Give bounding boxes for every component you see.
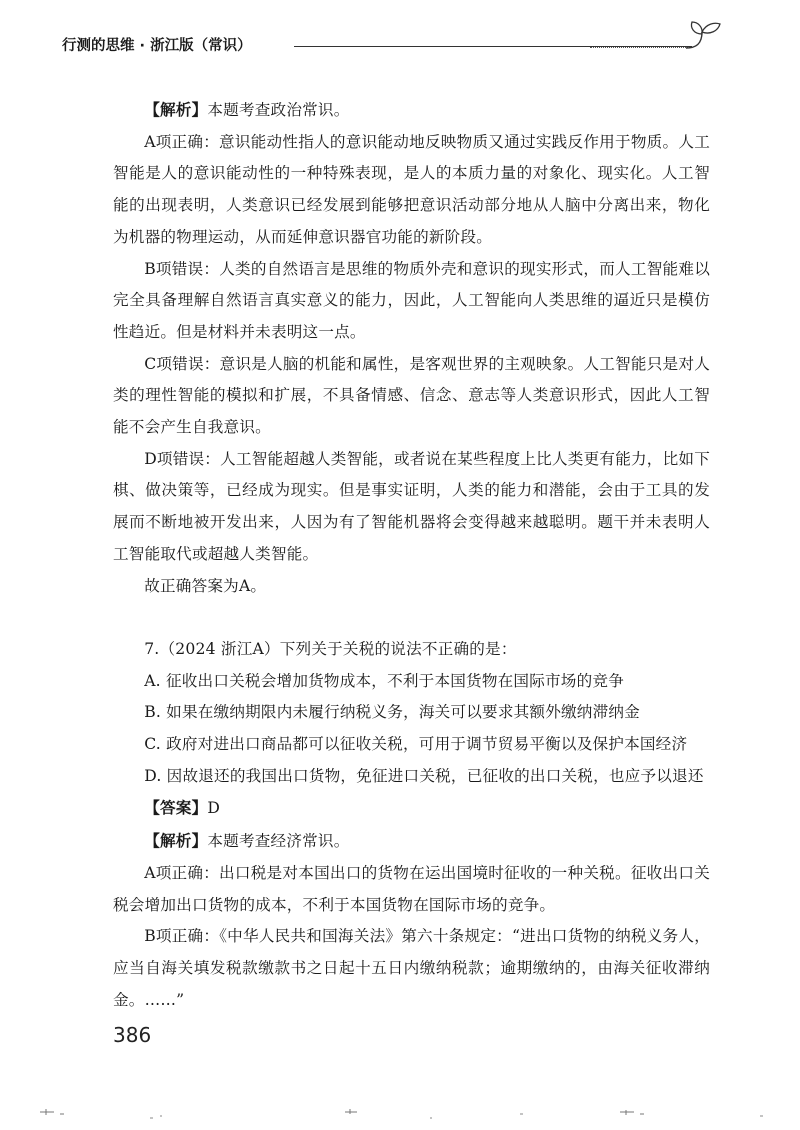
analysis-text: 本题考查经济常识。 <box>207 832 350 851</box>
q6-option-b-explanation: B项错误：人类的自然语言是思维的物质外壳和意识的现实形式，而人工智能难以完全具备理解自然语言真实意义的能力，因此，人工智能向人类思维的逼近只是模仿性趋近。但是材料并未表明这一点。 <box>113 259 710 341</box>
analysis-tag: 【解析】 <box>144 100 208 119</box>
q7-option-a-explanation: A项正确：出口税是对本国出口的货物在运出国境时征收的一种关税。征收出口关税会增加出口货物的成本，不利于本国货物在国际市场的竞争。 <box>113 863 710 914</box>
section-gap <box>113 602 710 634</box>
q6-option-a-explanation: A项正确：意识能动性指人的意识能动地反映物质又通过实践反作用于物质。人工智能是人的意识能动性的一种特殊表现，是人的本质力量的对象化、现实化。人工智能的出现表明，人类意识已经发展到能够把意识活动部分地从人脑中分离出来，物化为机器的物理运动，从而延伸意识器官功能的新阶段。 <box>113 132 710 246</box>
q7-choice-b: B. 如果在缴纳期限内未履行纳税义务，海关可以要求其额外缴纳滞纳金 <box>144 703 640 722</box>
q7-stem: 7.（2024 浙江A）下列关于关税的说法不正确的是： <box>144 639 517 658</box>
answer-value: D <box>207 799 221 818</box>
q6-option-d-explanation: D项错误：人工智能超越人类智能，或者说在某些程度上比人类更有能力，比如下棋、做决策等，已经成为现实。但是事实证明，人类的能力和潜能，会由于工具的发展而不断地被开发出来，人因为有了智能机器将会变得越来越聪明。题干并未表明人工智能取代或超越人类智能。 <box>113 449 710 563</box>
page-body <box>113 94 710 1016</box>
q7-answer <box>113 792 710 825</box>
q6-conclusion: 故正确答案为A。 <box>144 576 267 595</box>
analysis-tag: 【解析】 <box>144 831 208 851</box>
scan-noise <box>0 1100 800 1130</box>
header-title: 行测的思维 · 浙江版（常识） <box>62 38 252 54</box>
q6-option-c-explanation: C项错误：意识是人脑的机能和属性，是客观世界的主观映象。人工智能只是对人类的理性智能的模拟和扩展，不具备情感、信念、意志等人类意识形式，因此人工智能不会产生自我意识。 <box>113 354 710 437</box>
q7-choice-c: C. 政府对进出口商品都可以征收关税，可用于调节贸易平衡以及保护本国经济 <box>144 735 688 754</box>
analysis-text: 本题考查政治常识。 <box>207 101 350 119</box>
q7-choice-a: A. 征收出口关税会增加货物成本，不利于本国货物在国际市场的竞争 <box>144 671 624 690</box>
running-header <box>62 34 752 56</box>
page-number: 386 <box>113 1023 152 1047</box>
q7-option-b-explanation: B项正确：《中华人民共和国海关法》第六十条规定：“进出口货物的纳税义务人，应当自海关填发税款缴款书之日起十五日内缴纳税款；逾期缴纳的，由海关征收滞纳金。……” <box>113 927 710 1009</box>
q6-analysis-heading <box>113 94 710 127</box>
sprout-icon <box>680 18 726 52</box>
answer-tag: 【答案】 <box>144 798 208 818</box>
q7-analysis-heading <box>113 825 710 858</box>
header-rule-dotted <box>590 47 692 48</box>
q7-choice-d: D. 因故退还的我国出口货物，免征进口关税，已征收的出口关税，也应予以退还 <box>144 766 704 785</box>
